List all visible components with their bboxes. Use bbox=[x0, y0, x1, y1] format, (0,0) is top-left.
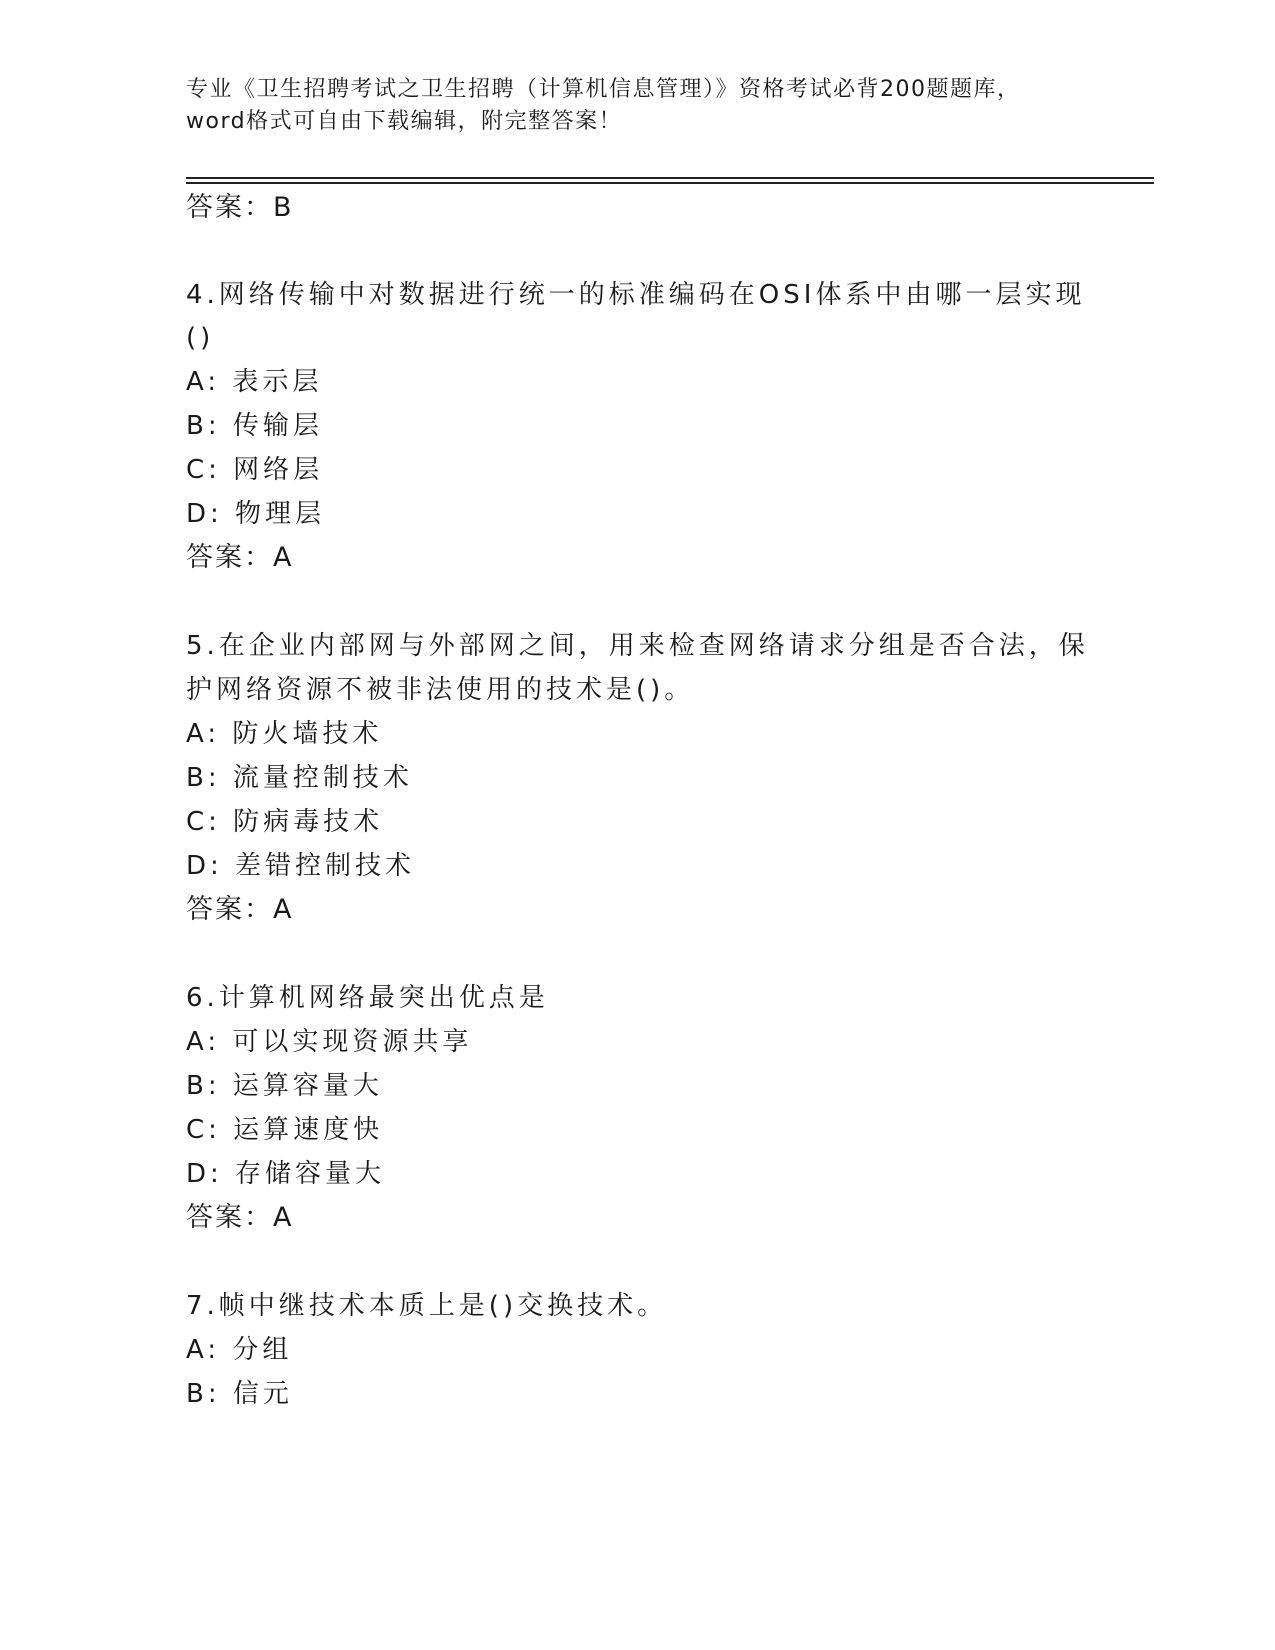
question-7-option-a: A: 分组 bbox=[186, 1335, 293, 1365]
question-6-stem-line-1: 6.计算机网络最突出优点是 bbox=[186, 983, 549, 1013]
question-5-option-c: C: 防病毒技术 bbox=[186, 807, 384, 837]
question-5-option-d: D: 差错控制技术 bbox=[186, 851, 416, 881]
header-divider-top bbox=[186, 177, 1154, 179]
question-6-option-a: A: 可以实现资源共享 bbox=[186, 1027, 473, 1057]
question-4-option-a: A: 表示层 bbox=[186, 367, 323, 397]
header-line-1: 专业《卫生招聘考试之卫生招聘（计算机信息管理）》资格考试必背200题题库， bbox=[186, 77, 1021, 102]
header-divider-bottom bbox=[186, 182, 1154, 184]
question-4-option-b: B: 传输层 bbox=[186, 411, 323, 441]
question-6-option-c: C: 运算速度快 bbox=[186, 1115, 384, 1145]
question-6-option-d: D: 存储容量大 bbox=[186, 1159, 386, 1189]
question-6-answer: 答案：A bbox=[186, 1202, 294, 1233]
question-5-stem-line-1: 5.在企业内部网与外部网之间，用来检查网络请求分组是否合法，保 bbox=[186, 631, 1089, 661]
question-6-option-b: B: 运算容量大 bbox=[186, 1071, 383, 1101]
question-4-stem-line-2: () bbox=[186, 323, 215, 353]
question-7-option-b: B: 信元 bbox=[186, 1379, 293, 1409]
header-line-2: word格式可自由下载编辑，附完整答案！ bbox=[186, 109, 623, 134]
question-5-option-b: B: 流量控制技术 bbox=[186, 763, 413, 793]
question-4-option-d: D: 物理层 bbox=[186, 499, 326, 529]
question-4-answer: 答案：A bbox=[186, 542, 294, 573]
question-5-stem-line-2: 护网络资源不被非法使用的技术是()。 bbox=[186, 675, 695, 705]
question-7-stem-line-1: 7.帧中继技术本质上是()交换技术。 bbox=[186, 1291, 668, 1321]
question-4-option-c: C: 网络层 bbox=[186, 455, 324, 485]
question-5-option-a: A: 防火墙技术 bbox=[186, 719, 383, 749]
question-5-answer: 答案：A bbox=[186, 894, 294, 925]
document-header bbox=[186, 74, 1086, 138]
question-4-stem-line-1: 4.网络传输中对数据进行统一的标准编码在OSI体系中由哪一层实现 bbox=[186, 280, 1086, 310]
prev-answer: 答案：B bbox=[186, 192, 294, 223]
